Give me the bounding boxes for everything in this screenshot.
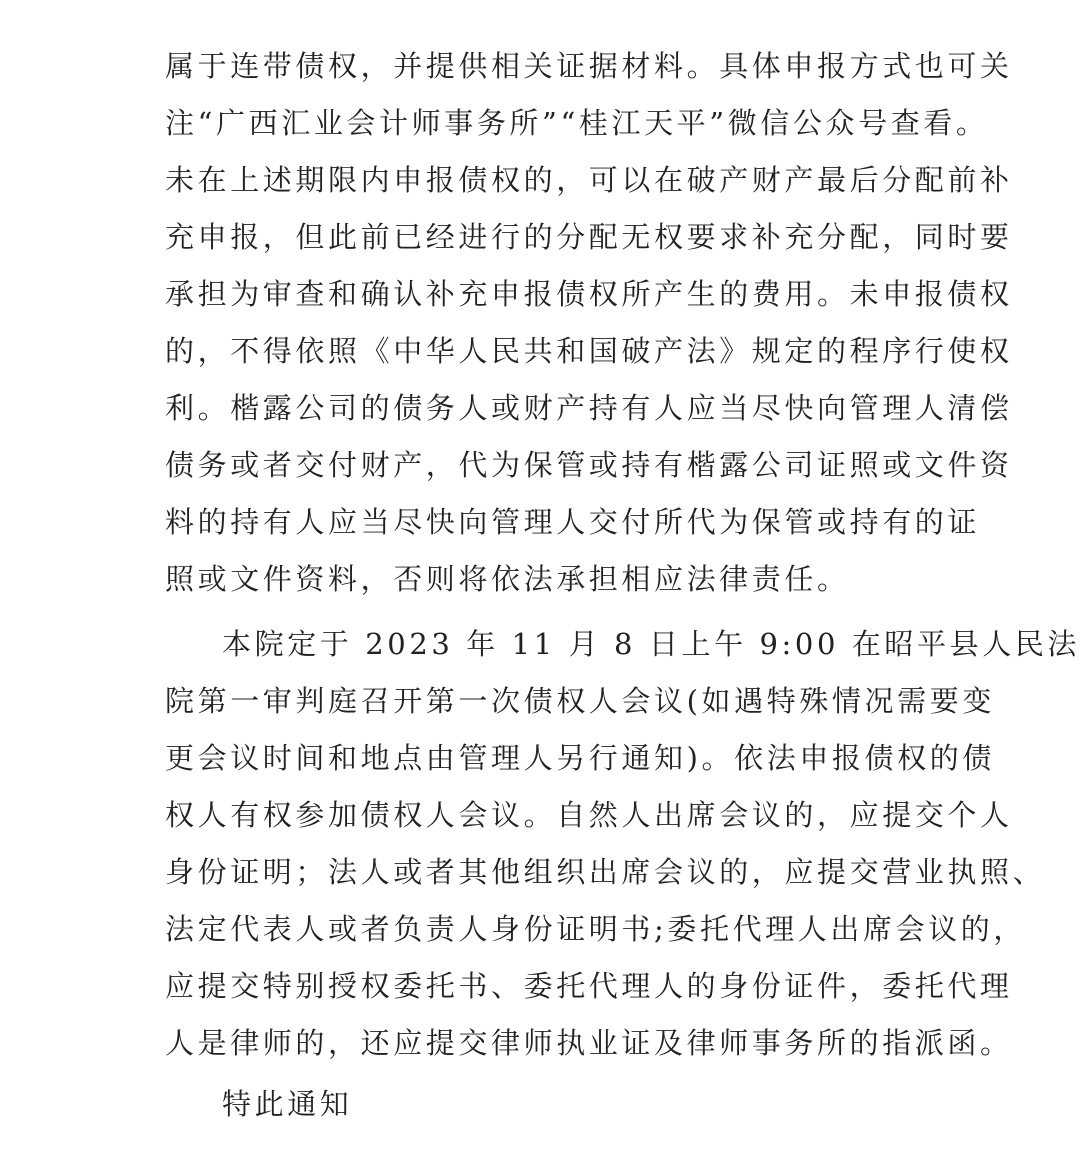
paragraph-spacer [165,608,925,616]
text-line: 承担为审查和确认补充申报债权所产生的费用。未申报债权 [165,277,1013,311]
notice-body [165,38,1080,1133]
text-line: 法定代表人或者负责人身份证明书;委托代理人出席会议的， [165,912,1026,946]
text-line: 属于连带债权，并提供相关证据材料。具体申报方式也可关 [165,49,1013,83]
text-line: 人是律师的，还应提交律师执业证及律师事务所的指派函。 [165,1026,1013,1060]
text-line: 院第一审判庭召开第一次债权人会议(如遇特殊情况需要变 [165,684,995,718]
text-line: 注“广西汇业会计师事务所”“桂江天平”微信公众号查看。 [165,106,989,140]
text-line: 身份证明；法人或者其他组织出席会议的，应提交营业执照、 [165,855,1046,889]
text-line: 充申报，但此前已经进行的分配无权要求补充分配，同时要 [165,220,1013,254]
text-line: 利。楷露公司的债务人或财产持有人应当尽快向管理人清偿 [165,391,1013,425]
text-line: 更会议时间和地点由管理人另行通知)。依法申报债权的债 [165,741,995,775]
text-line: 权人有权参加债权人会议。自然人出席会议的，应提交个人 [165,798,1013,832]
text-line: 的，不得依照《中华人民共和国破产法》规定的程序行使权 [165,334,1013,368]
text-line: 照或文件资料，否则将依法承担相应法律责任。 [165,562,850,596]
text-line: 应提交特别授权委托书、委托代理人的身份证件，委托代理 [165,969,1013,1003]
text-line: 未在上述期限内申报债权的，可以在破产财产最后分配前补 [165,163,1013,197]
paragraph-creditor-claims [165,38,1013,608]
text-line: 债务或者交付财产，代为保管或持有楷露公司证照或文件资 [165,448,1013,482]
text-line: 料的持有人应当尽快向管理人交付所代为保管或持有的证 [165,505,981,539]
closing-remark: 特此通知 [222,1087,353,1121]
text-line: 本院定于 2023 年 11 月 8 日上午 9:00 在昭平县人民法 [222,627,1080,661]
paragraph-creditors-meeting [165,616,1080,1072]
